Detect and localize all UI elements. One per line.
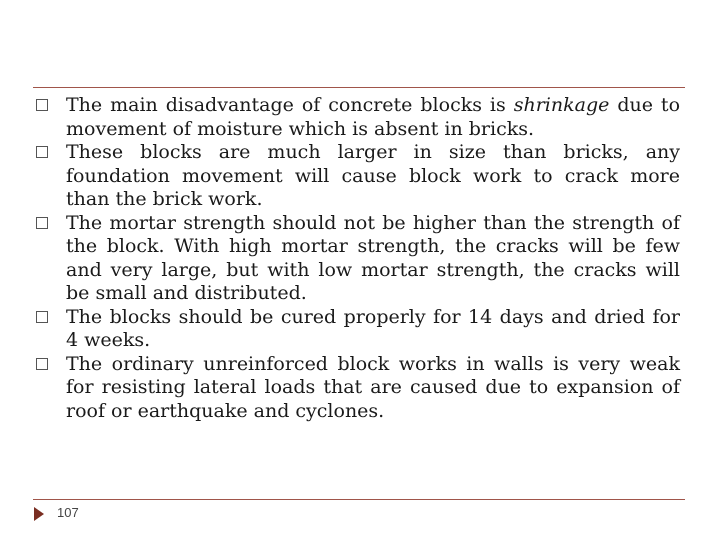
checkbox-bullet-icon xyxy=(36,217,48,229)
bullet-item xyxy=(36,94,680,141)
bullet-item xyxy=(36,353,680,424)
bullet-text: The ordinary unreinforced block works in walls is very weak for resisting lateral loads that are caused due to expansion of roof or earthquake and cyclones. xyxy=(66,352,680,422)
bullet-text: The blocks should be cured properly for 14 days and dried for 4 weeks. xyxy=(66,305,680,351)
bullet-text: These blocks are much larger in size than bricks, any foundation movement will cause block work to crack more than the brick work. xyxy=(66,141,680,210)
slide-body xyxy=(36,94,680,423)
bullet-item xyxy=(36,212,680,306)
checkbox-bullet-icon xyxy=(36,311,48,323)
bullet-text: The main disadvantage of concrete blocks is xyxy=(66,94,506,116)
bullet-text: The mortar strength should not be higher than the strength of the block. With high mortar strength, the cracks will be few and very large, but with low mortar strength, the cracks will be small and distributed. xyxy=(66,211,680,304)
checkbox-bullet-icon xyxy=(36,99,48,111)
checkbox-bullet-icon xyxy=(36,358,48,370)
bullet-text-continued: due to movement of moisture which is absent in bricks. xyxy=(66,94,681,140)
bullet-emphasis: shrinkage xyxy=(513,94,610,116)
page-number: 107 xyxy=(57,505,79,520)
bottom-divider xyxy=(33,499,685,500)
bullet-item xyxy=(36,141,680,212)
bullet-item xyxy=(36,306,680,353)
triangle-arrow-icon xyxy=(34,507,44,521)
top-divider xyxy=(33,87,685,88)
checkbox-bullet-icon xyxy=(36,146,48,158)
